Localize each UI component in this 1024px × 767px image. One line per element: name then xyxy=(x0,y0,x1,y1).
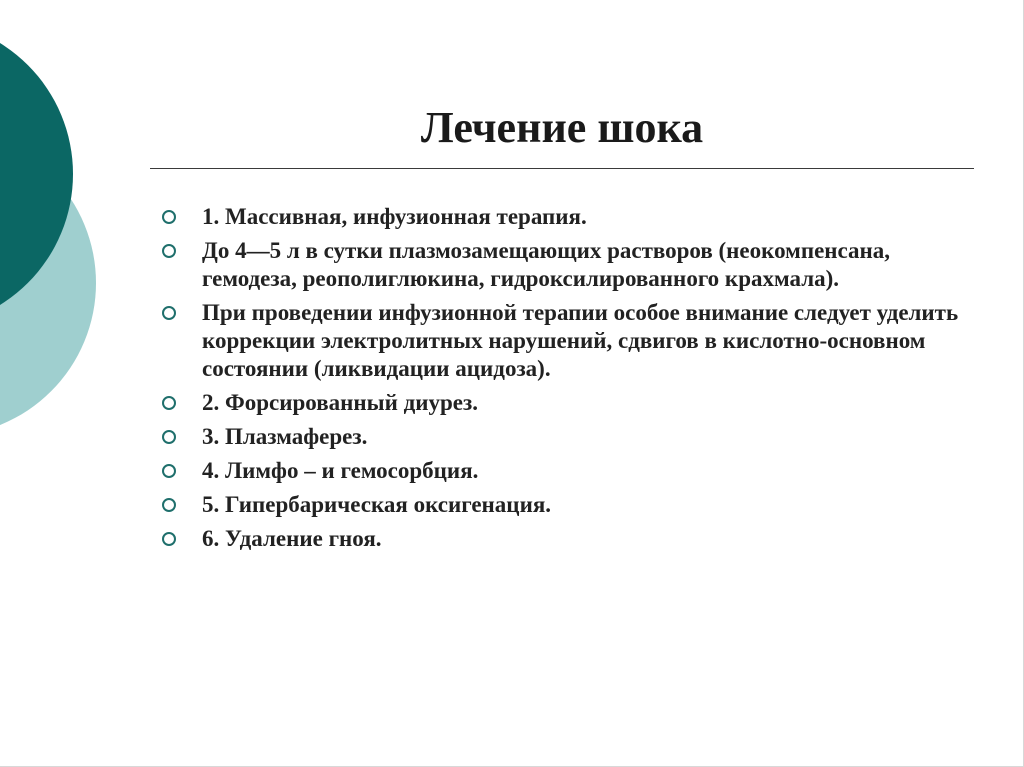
circle-bullet-icon xyxy=(162,244,176,258)
list-item-text: 1. Массивная, инфузионная терапия. xyxy=(202,204,587,229)
list-item-text: 3. Плазмаферез. xyxy=(202,424,368,449)
list-item xyxy=(160,423,960,451)
list-item-text: До 4—5 л в сутки плазмозамещающих растворов (неокомпенсана, гемодеза, реополиглюкина, гидроксилированного крахмала). xyxy=(202,238,891,291)
circle-bullet-icon xyxy=(162,498,176,512)
title-divider xyxy=(150,168,974,169)
list-item-text: 4. Лимфо – и гемосорбция. xyxy=(202,458,479,483)
list-item xyxy=(160,457,960,485)
list-item xyxy=(160,525,960,553)
list-item xyxy=(160,203,960,231)
circle-bullet-icon xyxy=(162,532,176,546)
list-item-text: 2. Форсированный диурез. xyxy=(202,390,478,415)
list-item xyxy=(160,299,960,383)
circle-bullet-icon xyxy=(162,430,176,444)
list-item-text: При проведении инфузионной терапии особое внимание следует уделить коррекции электролитных нарушений, сдвигов в кислотно-основном состоянии (ликвидации ацидоза). xyxy=(202,300,959,381)
circle-bullet-icon xyxy=(162,396,176,410)
slide-title: Лечение шока xyxy=(420,103,704,152)
list-item-text: 5. Гипербарическая оксигенация. xyxy=(202,492,552,517)
list-item xyxy=(160,491,960,519)
circle-bullet-icon xyxy=(162,210,176,224)
circle-bullet-icon xyxy=(162,464,176,478)
bullet-list xyxy=(160,203,960,559)
list-item xyxy=(160,389,960,417)
list-item-text: 6. Удаление гноя. xyxy=(202,526,382,551)
list-item xyxy=(160,237,960,293)
circle-bullet-icon xyxy=(162,306,176,320)
